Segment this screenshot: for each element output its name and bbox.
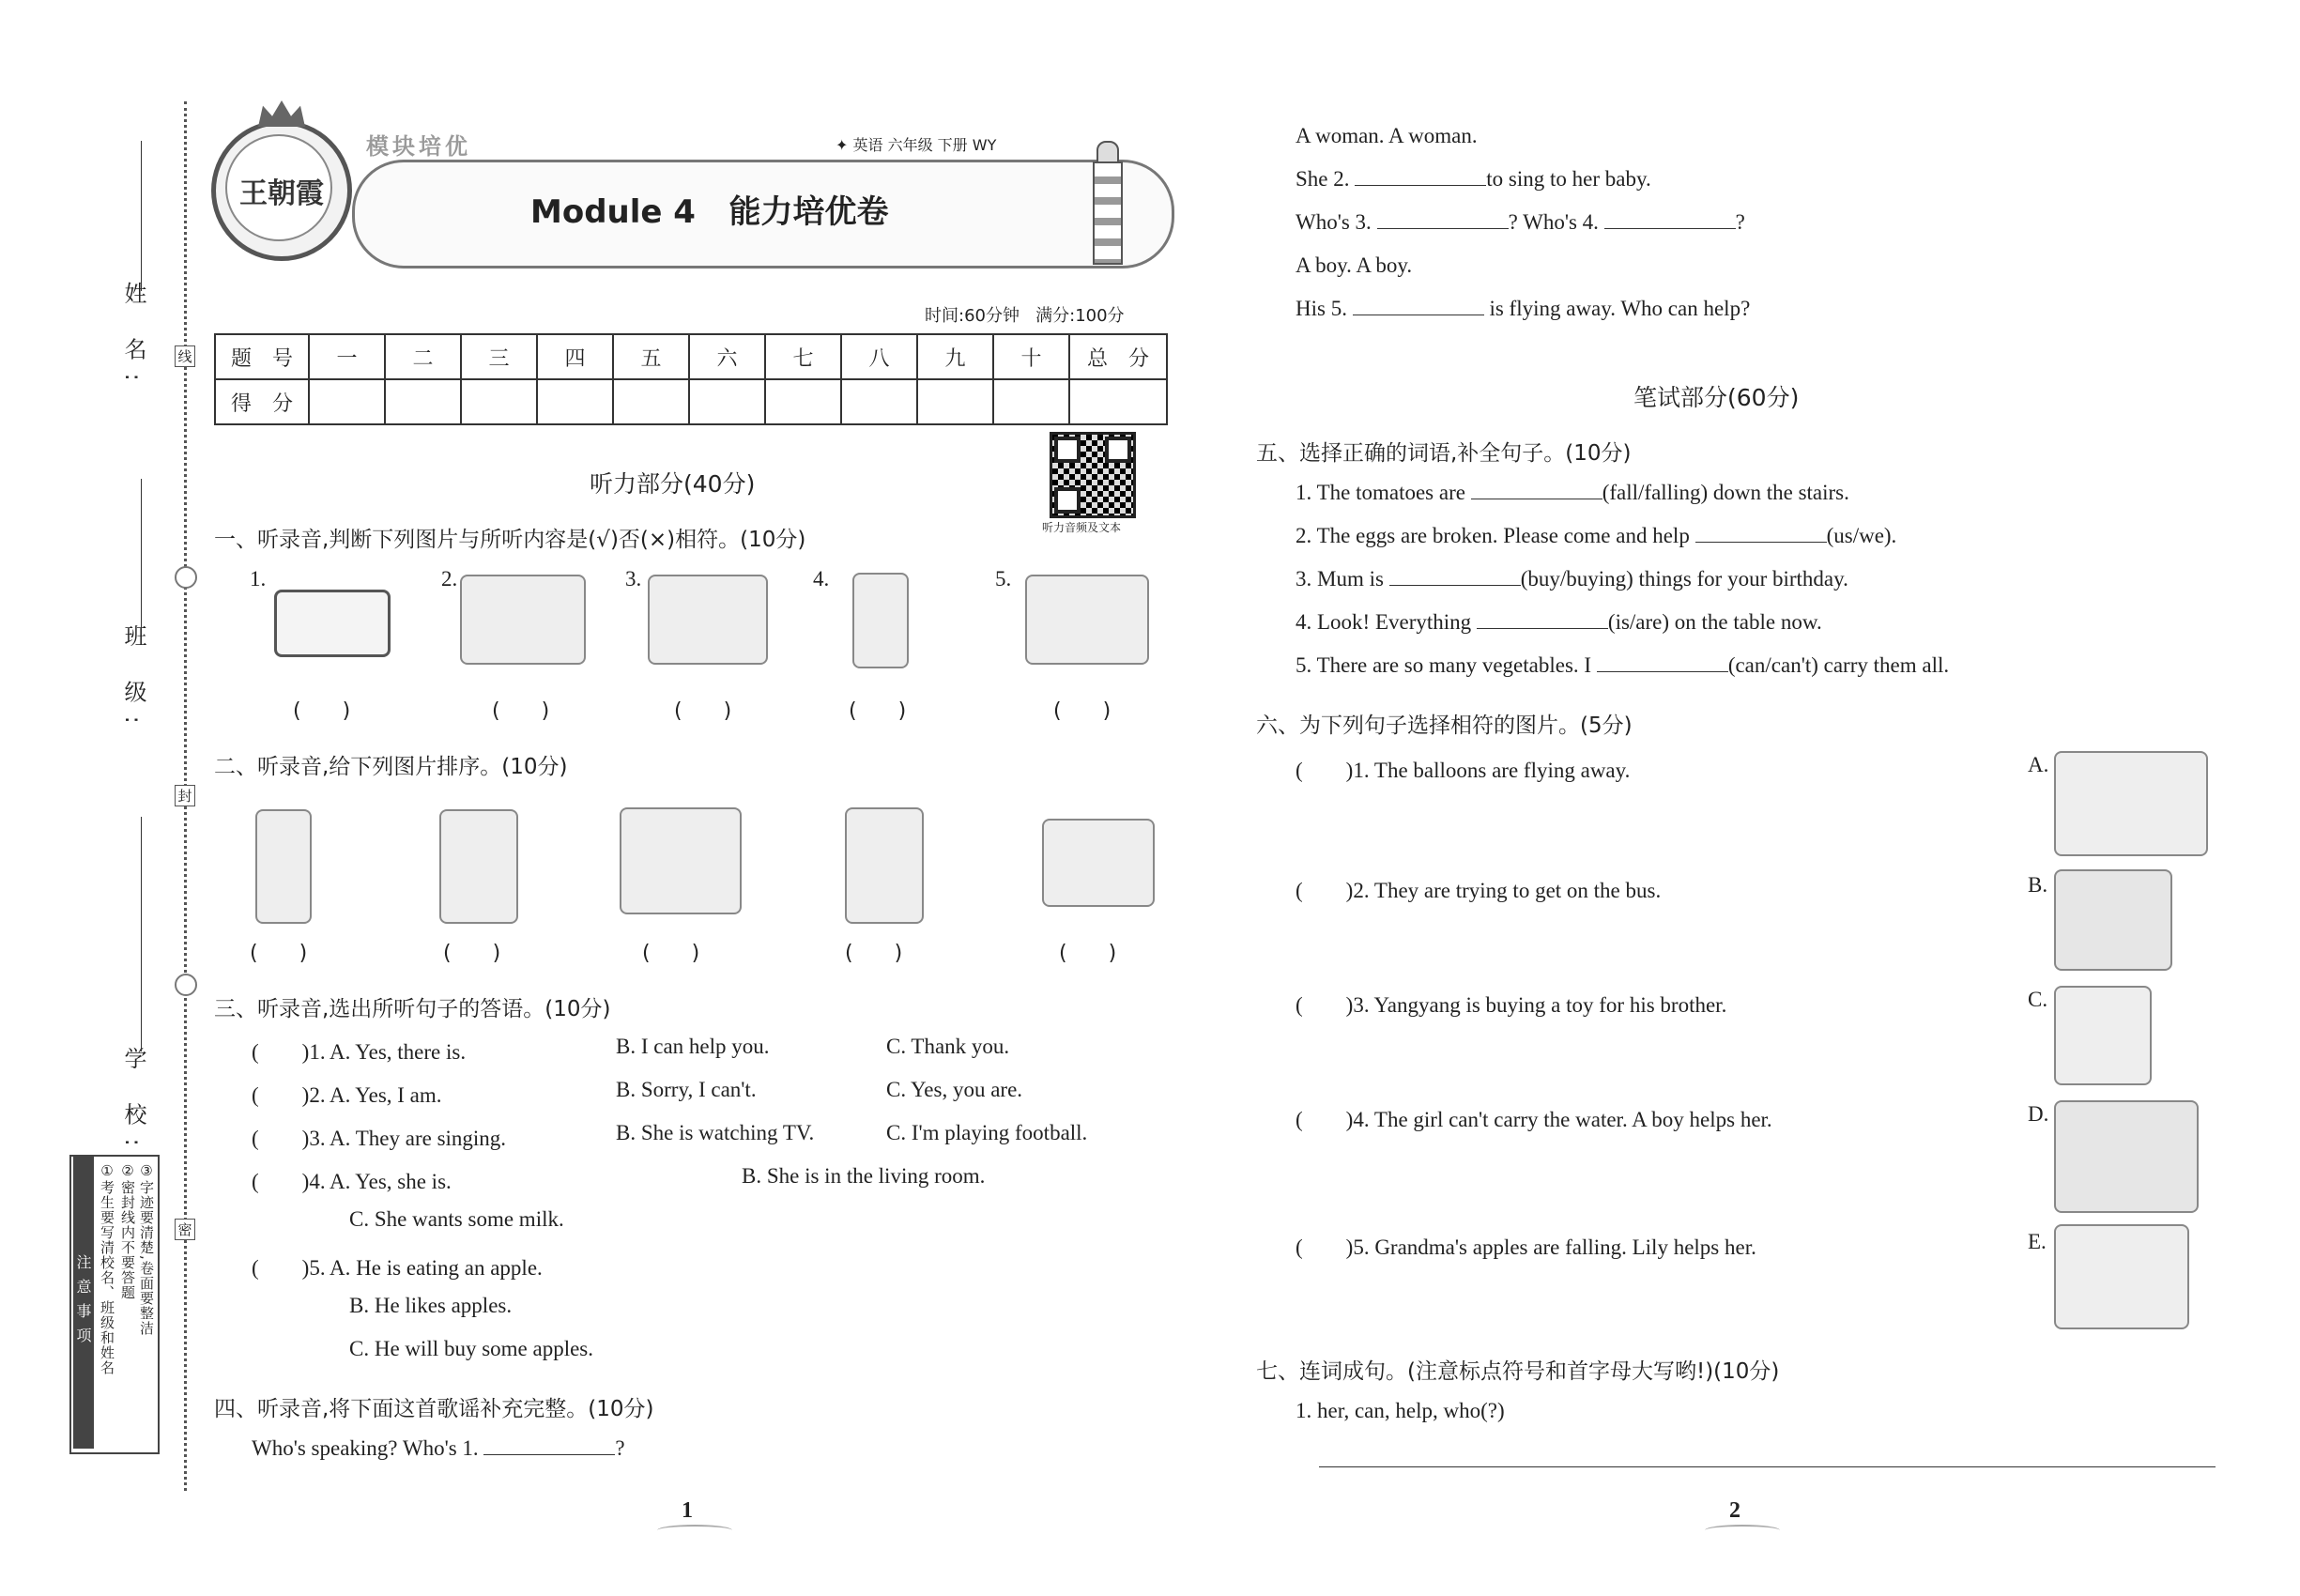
- seal-mark-mi: 密: [175, 1219, 195, 1240]
- seal-mark-xian: 线: [175, 345, 195, 367]
- s4-line-5: A boy. A boy.: [1296, 253, 1413, 277]
- s3-q2-b: B. Sorry, I can't.: [616, 1078, 757, 1101]
- score-header-cell: 六: [689, 334, 765, 379]
- section-1-title: 一、听录音,判断下列图片与所听内容是(√)否(×)相符。(10分): [214, 528, 806, 552]
- score-row-header: [215, 334, 1167, 379]
- page-title: Module 4 能力培优卷: [530, 193, 889, 231]
- score-header-cell: 五: [613, 334, 689, 379]
- s5-blank-1[interactable]: [1471, 482, 1602, 499]
- score-cell[interactable]: [765, 379, 841, 424]
- s5-blank-3[interactable]: [1389, 568, 1521, 586]
- s3-q3-c: C. I'm playing football.: [886, 1121, 1088, 1144]
- s1-answer-1[interactable]: ( ): [293, 699, 351, 723]
- score-header-cell: 题 号: [215, 334, 309, 379]
- section-5-title: 五、选择正确的词语,补全句子。(10分): [1256, 441, 1632, 466]
- s6-item-3: ( )3. Yangyang is buying a toy for his brother.: [1296, 993, 1727, 1017]
- name-label: 姓 名:: [120, 282, 146, 394]
- s6-letter-c: C.: [2028, 988, 2048, 1011]
- listening-title: 听力部分(40分): [590, 470, 756, 498]
- s5-blank-4[interactable]: [1477, 611, 1608, 629]
- score-header-cell: 总 分: [1069, 334, 1167, 379]
- s4-line-1: Who's speaking? Who's 1. ?: [252, 1436, 625, 1460]
- s4-blank-2[interactable]: [1355, 168, 1486, 186]
- s3-q1-b: B. I can help you.: [616, 1035, 770, 1058]
- score-cell[interactable]: [1069, 379, 1167, 424]
- note-3: ③字迹要清楚,卷面要整洁: [138, 1162, 155, 1336]
- class-label: 班 级:: [120, 624, 146, 737]
- s3-q5-a: ( )5. A. He is eating an apple.: [252, 1256, 543, 1280]
- s3-q1-c: C. Thank you.: [886, 1035, 1010, 1058]
- score-header-cell: 一: [309, 334, 385, 379]
- falling-apples-picture: [2054, 869, 2172, 971]
- page-number-2: 2: [1729, 1498, 1740, 1523]
- s4-line-2: A woman. A woman.: [1296, 124, 1478, 147]
- supermarket-picture: [1025, 575, 1149, 665]
- girl-eating-picture: [620, 807, 742, 914]
- section-4-title: 四、听录音,将下面这首歌谣补充完整。(10分): [214, 1397, 654, 1421]
- s2-answer-2[interactable]: ( ): [443, 942, 501, 965]
- school-label: 学 校:: [120, 1047, 146, 1159]
- s1-answer-4[interactable]: ( ): [849, 699, 907, 723]
- section-2-title: 二、听录音,给下列图片排序。(10分): [214, 755, 568, 779]
- binding-hole-icon: [175, 566, 197, 589]
- s2-answer-3[interactable]: ( ): [642, 942, 700, 965]
- s5-blank-2[interactable]: [1695, 525, 1827, 543]
- s4-blank-5[interactable]: [1353, 298, 1484, 315]
- s5-item-2: 2. The eggs are broken. Please come and help (us/we).: [1296, 524, 1897, 547]
- star-icon: ✦: [836, 136, 853, 154]
- s1-num-2: 2.: [441, 567, 458, 591]
- s6-letter-d: D.: [2028, 1102, 2049, 1126]
- s2-answer-1[interactable]: ( ): [250, 942, 308, 965]
- section-7-title: 七、连词成句。(注意标点符号和首字母大写哟!)(10分): [1256, 1359, 1780, 1384]
- score-header-cell: 八: [841, 334, 917, 379]
- subject-tags: ✦ 英语 六年级 下册 WY: [836, 136, 997, 154]
- s3-q5-b: B. He likes apples.: [349, 1294, 513, 1317]
- s6-letter-a: A.: [2028, 753, 2049, 776]
- note-2: ②密封线内不要答题: [119, 1162, 136, 1300]
- s2-answer-4[interactable]: ( ): [845, 942, 903, 965]
- s5-item-5: 5. There are so many vegetables. I (can/can't) carry them all.: [1296, 653, 1950, 677]
- class-field[interactable]: [141, 479, 142, 629]
- score-header-cell: 三: [461, 334, 537, 379]
- carry-water-picture: [2054, 1224, 2189, 1329]
- score-header-cell: 二: [385, 334, 461, 379]
- binding-hole-icon: [175, 974, 197, 996]
- s6-item-5: ( )5. Grandma's apples are falling. Lily helps her.: [1296, 1235, 1756, 1259]
- writing-title: 笔试部分(60分): [1633, 384, 1800, 411]
- series-label: 模块培优: [366, 133, 471, 160]
- s2-answer-5[interactable]: ( ): [1059, 942, 1117, 965]
- s4-line-4: Who's 3. ? Who's 4. ?: [1296, 210, 1745, 234]
- page-ornament-icon: [1705, 1525, 1780, 1536]
- s5-blank-5[interactable]: [1597, 654, 1728, 672]
- score-label-cell: 得 分: [215, 379, 309, 424]
- s7-answer-line[interactable]: [1319, 1466, 2216, 1467]
- s5-item-3: 3. Mum is (buy/buying) things for your birthday.: [1296, 567, 1848, 591]
- section-6-title: 六、为下列句子选择相符的图片。(5分): [1256, 714, 1633, 738]
- score-header-cell: 七: [765, 334, 841, 379]
- boy-standing-picture: [852, 573, 909, 668]
- score-row-values: [215, 379, 1167, 424]
- section-3-title: 三、听录音,选出所听句子的答语。(10分): [214, 997, 611, 1021]
- brand-logo: [211, 120, 352, 261]
- score-cell[interactable]: [993, 379, 1069, 424]
- score-table: [214, 333, 1168, 425]
- s4-blank-1[interactable]: [483, 1437, 615, 1455]
- crown-icon: [258, 100, 305, 127]
- bus-picture: [2054, 1100, 2199, 1213]
- s3-q3-a: ( )3. A. They are singing.: [252, 1127, 507, 1150]
- s4-blank-4[interactable]: [1604, 211, 1736, 229]
- s5-item-4: 4. Look! Everything (is/are) on the table now.: [1296, 610, 1822, 634]
- s3-q2-a: ( )2. A. Yes, I am.: [252, 1083, 442, 1107]
- s6-letter-e: E.: [2028, 1230, 2047, 1253]
- page-number-1: 1: [682, 1498, 693, 1523]
- score-cell[interactable]: [385, 379, 461, 424]
- s1-answer-5[interactable]: ( ): [1053, 699, 1112, 723]
- girl-and-boy-picture: [648, 575, 768, 665]
- score-header-cell: 九: [917, 334, 993, 379]
- score-cell[interactable]: [309, 379, 385, 424]
- score-cell[interactable]: [537, 379, 613, 424]
- score-cell[interactable]: [689, 379, 765, 424]
- s6-item-2: ( )2. They are trying to get on the bus.: [1296, 879, 1662, 902]
- s1-num-1: 1.: [250, 567, 267, 591]
- s1-num-3: 3.: [625, 567, 642, 591]
- s6-item-4: ( )4. The girl can't carry the water. A boy helps her.: [1296, 1108, 1772, 1131]
- s3-q3-b: B. She is watching TV.: [616, 1121, 815, 1144]
- lighthouse-icon: [1089, 141, 1123, 261]
- s4-blank-3[interactable]: [1377, 211, 1509, 229]
- s3-q4-c: C. She wants some milk.: [349, 1207, 564, 1231]
- girl-sweeping-picture: [845, 807, 924, 924]
- note-1: ①考生要写清校名、班级和姓名: [99, 1162, 115, 1375]
- toy-shop-picture: [2054, 751, 2208, 856]
- s1-answer-3[interactable]: ( ): [674, 699, 732, 723]
- balloons-picture: [2054, 986, 2152, 1085]
- egg-carton-picture: [274, 590, 391, 657]
- s3-q5-c: C. He will buy some apples.: [349, 1337, 593, 1360]
- s6-item-1: ( )1. The balloons are flying away.: [1296, 759, 1631, 782]
- score-cell[interactable]: [613, 379, 689, 424]
- score-cell[interactable]: [917, 379, 993, 424]
- s1-answer-2[interactable]: ( ): [492, 699, 550, 723]
- brand-name: 王朝霞: [239, 177, 324, 210]
- birthday-party-picture: [460, 575, 586, 665]
- score-header-cell: 十: [993, 334, 1069, 379]
- boy-on-phone-picture: [255, 809, 312, 924]
- school-field[interactable]: [141, 817, 142, 1051]
- s5-item-1: 1. The tomatoes are (fall/falling) down the stairs.: [1296, 481, 1849, 504]
- score-cell[interactable]: [841, 379, 917, 424]
- s4-line-6: His 5. is flying away. Who can help?: [1296, 297, 1751, 320]
- time-info: 时间:60分钟 满分:100分: [925, 306, 1125, 326]
- s3-q2-c: C. Yes, you are.: [886, 1078, 1023, 1101]
- page-ornament-icon: [657, 1525, 732, 1536]
- s3-q4-a: ( )4. A. Yes, she is.: [252, 1170, 452, 1193]
- s3-q4-b: B. She is in the living room.: [742, 1164, 986, 1188]
- seal-mark-feng: 封: [175, 785, 195, 806]
- qr-caption: 听力音频及文本: [1042, 521, 1122, 534]
- score-cell[interactable]: [461, 379, 537, 424]
- s1-num-5: 5.: [995, 567, 1012, 591]
- score-header-cell: 四: [537, 334, 613, 379]
- qr-code-icon[interactable]: [1050, 432, 1136, 518]
- s3-q1-a: ( )1. A. Yes, there is.: [252, 1040, 467, 1064]
- s4-line-3: She 2. to sing to her baby.: [1296, 167, 1651, 191]
- s6-letter-b: B.: [2028, 873, 2048, 897]
- girl-with-chair-picture: [439, 809, 518, 924]
- s7-item-1: 1. her, can, help, who(?): [1296, 1399, 1505, 1422]
- s1-num-4: 4.: [813, 567, 830, 591]
- notes-title: 注意事项: [73, 1157, 94, 1449]
- notes-box: [69, 1155, 160, 1454]
- table-picture: [1042, 819, 1155, 907]
- name-field[interactable]: [141, 141, 142, 291]
